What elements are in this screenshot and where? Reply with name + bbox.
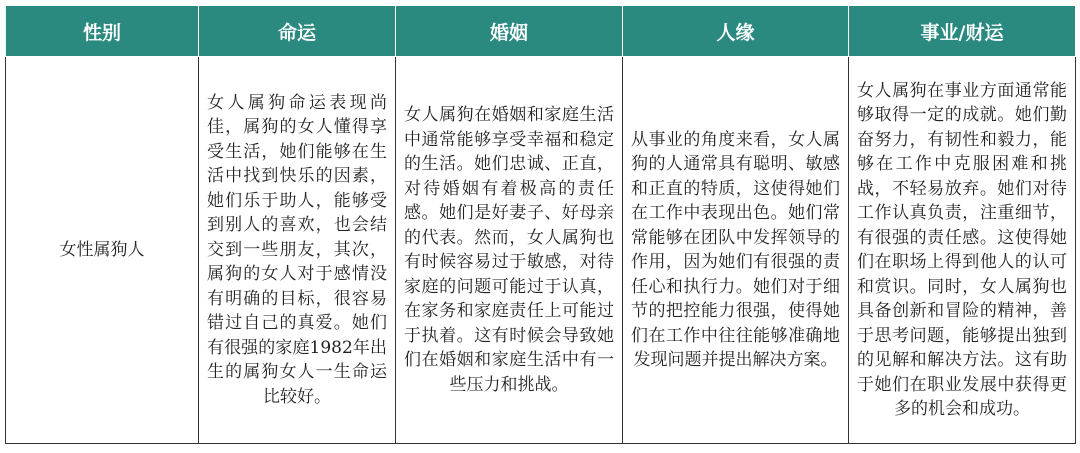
table-row <box>6 57 1076 444</box>
header-marriage: 婚姻 <box>396 6 623 57</box>
zodiac-dog-women-table <box>5 5 1076 444</box>
header-gender: 性别 <box>6 6 199 57</box>
cell-fate: 女人属狗命运表现尚佳，属狗的女人懂得享受生活，她们能够在生活中找到快乐的因素，她们乐于助人，能够受到别人的喜欢，也会结交到一些朋友，其次，属狗的女人对于感情没有明确的目标，很容易错过自己的真爱。她们有很强的家庭1982年出生的属狗女人一生命运比较好。 <box>199 57 396 444</box>
cell-relations: 从事业的角度来看，女人属狗的人通常具有聪明、敏感和正直的特质，这使得她们在工作中表现出色。她们常常能够在团队中发挥领导的作用，因为她们有很强的责任心和执行力。她们对于细节的把控能力很强，使得她们在工作中往往能够准确地发现问题并提出解决方案。 <box>623 57 849 444</box>
cell-gender: 女性属狗人 <box>6 57 199 444</box>
cell-marriage: 女人属狗在婚姻和家庭生活中通常能够享受幸福和稳定的生活。她们忠诚、正直，对待婚姻有着极高的责任感。她们是好妻子、好母亲的代表。然而，女人属狗也有时候容易过于敏感，对待家庭的问题可能过于认真，在家务和家庭责任上可能过于执着。这有时候会导致她们在婚姻和家庭生活中有一些压力和挑战。 <box>396 57 623 444</box>
header-fate: 命运 <box>199 6 396 57</box>
cell-career: 女人属狗在事业方面通常能够取得一定的成就。她们勤奋努力，有韧性和毅力，能够在工作中克服困难和挑战，不轻易放弃。她们对待工作认真负责，注重细节，有很强的责任感。这使得她们在职场上得到他人的认可和赏识。同时，女人属狗也具备创新和冒险的精神，善于思考问题，能够提出独到的见解和解决方法。这有助于她们在职业发展中获得更多的机会和成功。 <box>849 57 1076 444</box>
header-relations: 人缘 <box>623 6 849 57</box>
header-career: 事业/财运 <box>849 6 1076 57</box>
header-row <box>6 6 1076 57</box>
